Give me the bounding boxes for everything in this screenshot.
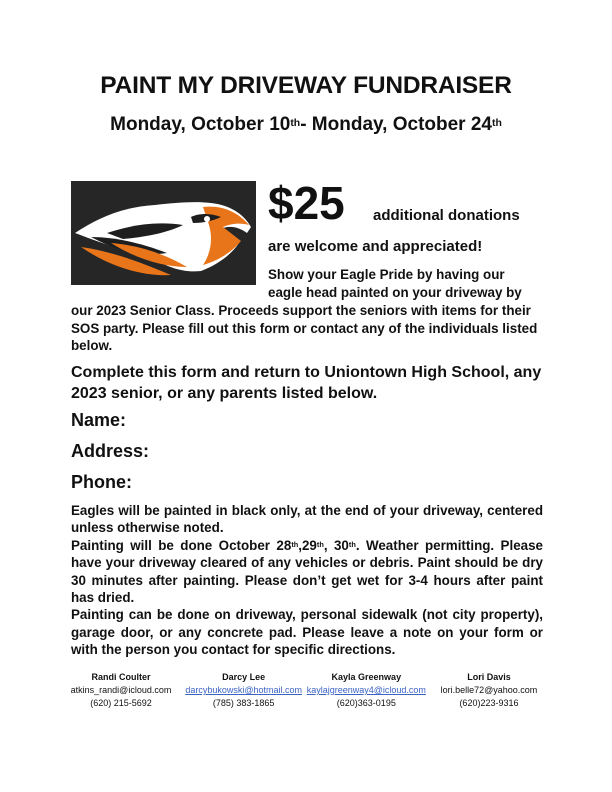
- contact-email: lori.belle72@yahoo.com: [440, 685, 538, 695]
- return-instructions: Complete this form and return to Uniontown High School, any 2023 senior, or any parents listed below.: [71, 364, 542, 402]
- suffix-29: th: [316, 540, 324, 550]
- schedule-text-d: . Weather permitting. Please have your driveway cleared of any vehicles or debris. Paint should be dry 30 minutes after painting. Please don’t get wet for 3-4 hours after paint has dried.: [71, 537, 543, 606]
- contact-email: atkins_randi@icloud.com: [70, 685, 172, 695]
- intro-line-2: eagle head painted on your driveway by: [268, 285, 522, 300]
- schedule-text-a: Painting will be done October 28: [71, 537, 292, 553]
- contact-phone: (620) 215-5692: [90, 698, 152, 708]
- contact-phone: (785) 383-1865: [212, 698, 275, 708]
- contact-email-link[interactable]: darcybukowski@hotmail.com: [185, 685, 302, 695]
- date-start: Monday, October 10: [110, 114, 291, 135]
- contact-kayla-greenway: [305, 671, 427, 710]
- eagle-logo-image: [71, 181, 256, 285]
- paint-color-note: Eagles will be painted in black only, at the end of your driveway, centered unless otherwise noted.: [71, 503, 543, 536]
- date-end-suffix: th: [491, 118, 502, 130]
- price-amount: $25: [268, 177, 345, 229]
- contact-darcy-lee: [183, 671, 305, 710]
- painting-schedule-note: [71, 537, 543, 607]
- page-title: PAINT MY DRIVEWAY FUNDRAISER: [100, 72, 512, 99]
- date-start-suffix: th: [290, 118, 301, 130]
- suffix-28: th: [291, 540, 299, 550]
- contact-phone: (620)363-0195: [336, 698, 396, 708]
- details-section: [71, 502, 543, 659]
- date-end: - Monday, October 24: [300, 114, 492, 135]
- date-range: [0, 114, 612, 136]
- contacts-list: [60, 671, 550, 710]
- contact-name: Lori Davis: [467, 672, 511, 682]
- address-field-label: Address:: [71, 441, 150, 461]
- contact-name: Kayla Greenway: [331, 672, 402, 682]
- contact-name: Randi Coulter: [91, 672, 151, 682]
- contact-name: Darcy Lee: [222, 672, 266, 682]
- name-field-label: Name:: [71, 410, 127, 430]
- painting-locations-note: Painting can be done on driveway, personal sidewalk (not city property), garage door, or any concrete pad. Please leave a note on your form or with the person you contact for specific directions.: [71, 607, 543, 658]
- contact-lori-davis: [428, 671, 550, 710]
- intro-line-1: Show your Eagle Pride by having our: [268, 267, 505, 282]
- schedule-text-b: ,29: [298, 537, 317, 553]
- phone-field-label: Phone:: [71, 472, 132, 492]
- contact-phone: (620)223-9316: [459, 698, 519, 708]
- intro-line-3: our 2023 Senior Class. Proceeds support the seniors with items for their SOS party. Please fill out this form or contact any of the individuals listed below.: [71, 303, 538, 353]
- schedule-text-c: , 30: [323, 537, 349, 553]
- suffix-30: th: [348, 540, 356, 550]
- donations-welcome-text: are welcome and appreciated!: [268, 238, 483, 255]
- eagle-head-icon: [71, 181, 256, 285]
- contact-randi-coulter: [60, 671, 182, 710]
- contact-email-link[interactable]: kaylajgreenway4@icloud.com: [306, 685, 426, 695]
- additional-donations-text: additional donations: [373, 207, 520, 224]
